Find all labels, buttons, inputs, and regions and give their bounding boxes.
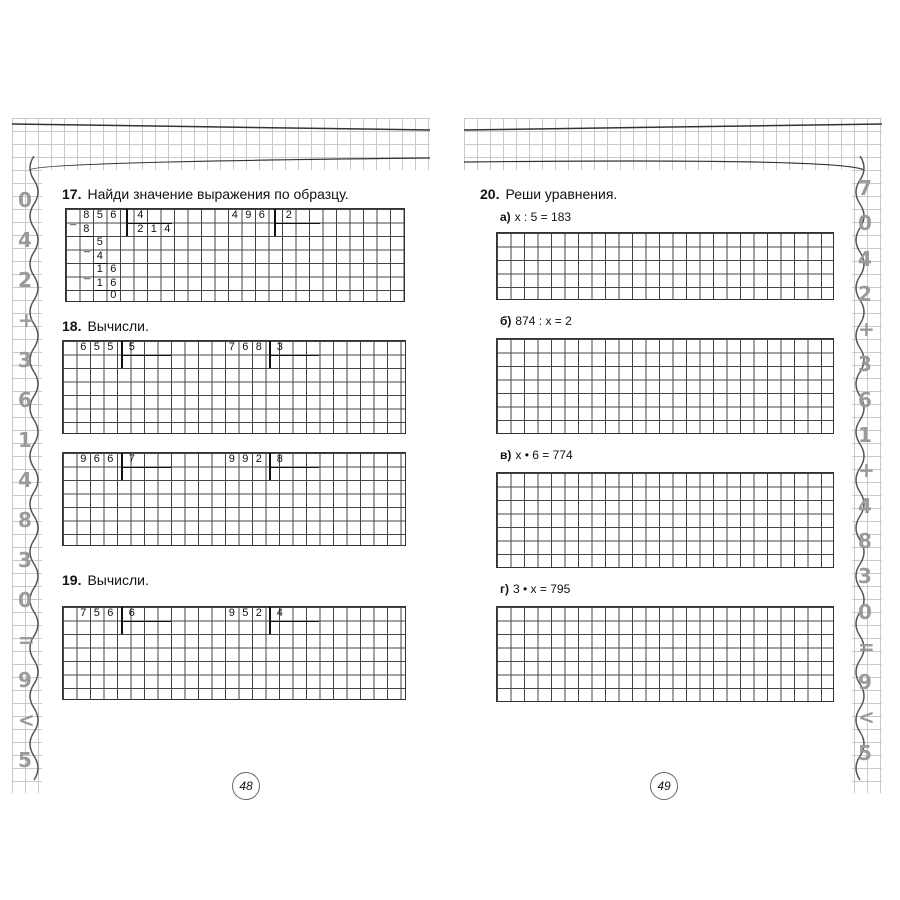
step-line: [80, 236, 94, 237]
side-digit: 9: [858, 670, 872, 695]
page-number-right: 49: [650, 772, 678, 800]
digit: 8: [255, 341, 262, 353]
equation-a-grid[interactable]: [496, 232, 834, 300]
quotient-line: [269, 621, 319, 622]
task-19-grid[interactable]: [62, 606, 406, 700]
side-digit: 0: [18, 588, 32, 612]
side-digit: 3: [18, 548, 32, 572]
digit: 4: [276, 607, 283, 619]
side-digit: <: [18, 708, 35, 732]
digit: 6: [258, 209, 265, 221]
digit: 8: [276, 453, 283, 465]
left-page-content: [42, 170, 430, 793]
minus-sign: _: [84, 268, 91, 280]
digit: 4: [137, 209, 144, 221]
side-digit: 1: [18, 428, 32, 452]
side-digit: +: [858, 458, 875, 483]
side-digit: 6: [18, 388, 32, 412]
digit: 3: [276, 341, 283, 353]
side-digit: =: [18, 628, 35, 652]
side-digit: 8: [858, 528, 872, 553]
equation-a: а) x : 5 = 183: [500, 210, 572, 224]
digit: 1: [150, 222, 157, 235]
digit: 9: [228, 453, 235, 465]
side-digit: 0: [18, 188, 32, 212]
page-number-left: 48: [232, 772, 260, 800]
side-digit: 0: [858, 211, 872, 236]
side-digit: 6: [858, 387, 872, 412]
task-17-grid: [65, 208, 405, 302]
quotient-line: [274, 223, 320, 224]
minus-sign: _: [84, 241, 91, 253]
digit: 1: [96, 276, 103, 289]
digit: 8: [83, 209, 90, 221]
task-17-title: 17. Найди значение выражения по образцу.: [62, 186, 349, 202]
side-digit: <: [858, 705, 875, 730]
digit: 5: [107, 341, 114, 353]
side-digits-right: [856, 176, 878, 786]
quotient-line: [269, 467, 319, 468]
digit: 6: [128, 607, 135, 619]
digit: 6: [107, 607, 114, 619]
digit: 6: [110, 263, 117, 275]
digit: 5: [93, 341, 100, 353]
side-digits-left: [16, 188, 38, 788]
digit: 7: [128, 453, 135, 465]
digit: 6: [107, 453, 114, 465]
quotient-line: [121, 467, 171, 468]
digit: 5: [96, 236, 103, 248]
side-digit: 5: [18, 748, 32, 772]
digit: 7: [228, 341, 235, 353]
right-page: [464, 118, 882, 793]
task-18-grid-2[interactable]: [62, 452, 406, 546]
side-digit: +: [18, 308, 35, 332]
side-digit: 3: [858, 352, 872, 377]
right-page-content: [464, 170, 852, 793]
side-digit: +: [858, 317, 875, 342]
task-20-title: 20. Реши уравнения.: [480, 186, 618, 202]
side-digit: 4: [18, 228, 32, 252]
spiral-binding-top-right: [464, 118, 882, 170]
digit: 0: [110, 289, 117, 301]
side-digit: 2: [858, 281, 872, 306]
digit: 4: [164, 222, 171, 235]
task-19-title: 19. Вычисли.: [62, 572, 149, 588]
digit: 9: [228, 607, 235, 619]
equation-b: б) 874 : x = 2: [500, 314, 572, 328]
digit: 2: [137, 222, 144, 235]
quotient-line: [121, 621, 171, 622]
digit: 2: [255, 453, 262, 465]
spiral-binding-top-left: [12, 118, 430, 170]
digit: 5: [242, 607, 249, 619]
side-digit: =: [858, 634, 875, 659]
digit: 6: [93, 453, 100, 465]
minus-sign: _: [70, 214, 77, 226]
side-digit: 3: [858, 564, 872, 589]
digit: 6: [110, 276, 117, 289]
digit: 2: [285, 209, 292, 221]
digit: 6: [110, 209, 117, 221]
quotient-line: [269, 355, 319, 356]
digit: 5: [128, 341, 135, 353]
digit: 2: [255, 607, 262, 619]
equation-d: г) 3 • x = 795: [500, 582, 571, 596]
equation-c: в) x • 6 = 774: [500, 448, 573, 462]
digit: 4: [231, 209, 238, 221]
quotient-line: [121, 355, 171, 356]
side-digit: 3: [18, 348, 32, 372]
digit: 9: [245, 209, 252, 221]
digit: 8: [83, 222, 90, 235]
equation-b-grid[interactable]: [496, 338, 834, 434]
equation-d-grid[interactable]: [496, 606, 834, 702]
side-digit: 9: [18, 668, 32, 692]
digit: 9: [80, 453, 87, 465]
side-digit: 1: [858, 423, 872, 448]
side-digit: 5: [858, 740, 872, 765]
digit: 9: [242, 453, 249, 465]
side-digit: 8: [18, 508, 32, 532]
digit: 4: [96, 249, 103, 262]
side-digit: 4: [858, 246, 872, 271]
side-digit: 0: [858, 599, 872, 624]
side-digit: 7: [858, 176, 872, 200]
left-page: [12, 118, 430, 793]
digit: 7: [80, 607, 87, 619]
side-digit: 4: [18, 468, 32, 492]
task-18-grid-1[interactable]: [62, 340, 406, 434]
side-digit: 2: [18, 268, 32, 292]
digit: 5: [96, 209, 103, 221]
digit: 5: [93, 607, 100, 619]
task-18-title: 18. Вычисли.: [62, 318, 149, 334]
digit: 1: [96, 263, 103, 275]
digit: 6: [80, 341, 87, 353]
equation-c-grid[interactable]: [496, 472, 834, 568]
digit: 6: [242, 341, 249, 353]
side-digit: 4: [858, 493, 872, 518]
